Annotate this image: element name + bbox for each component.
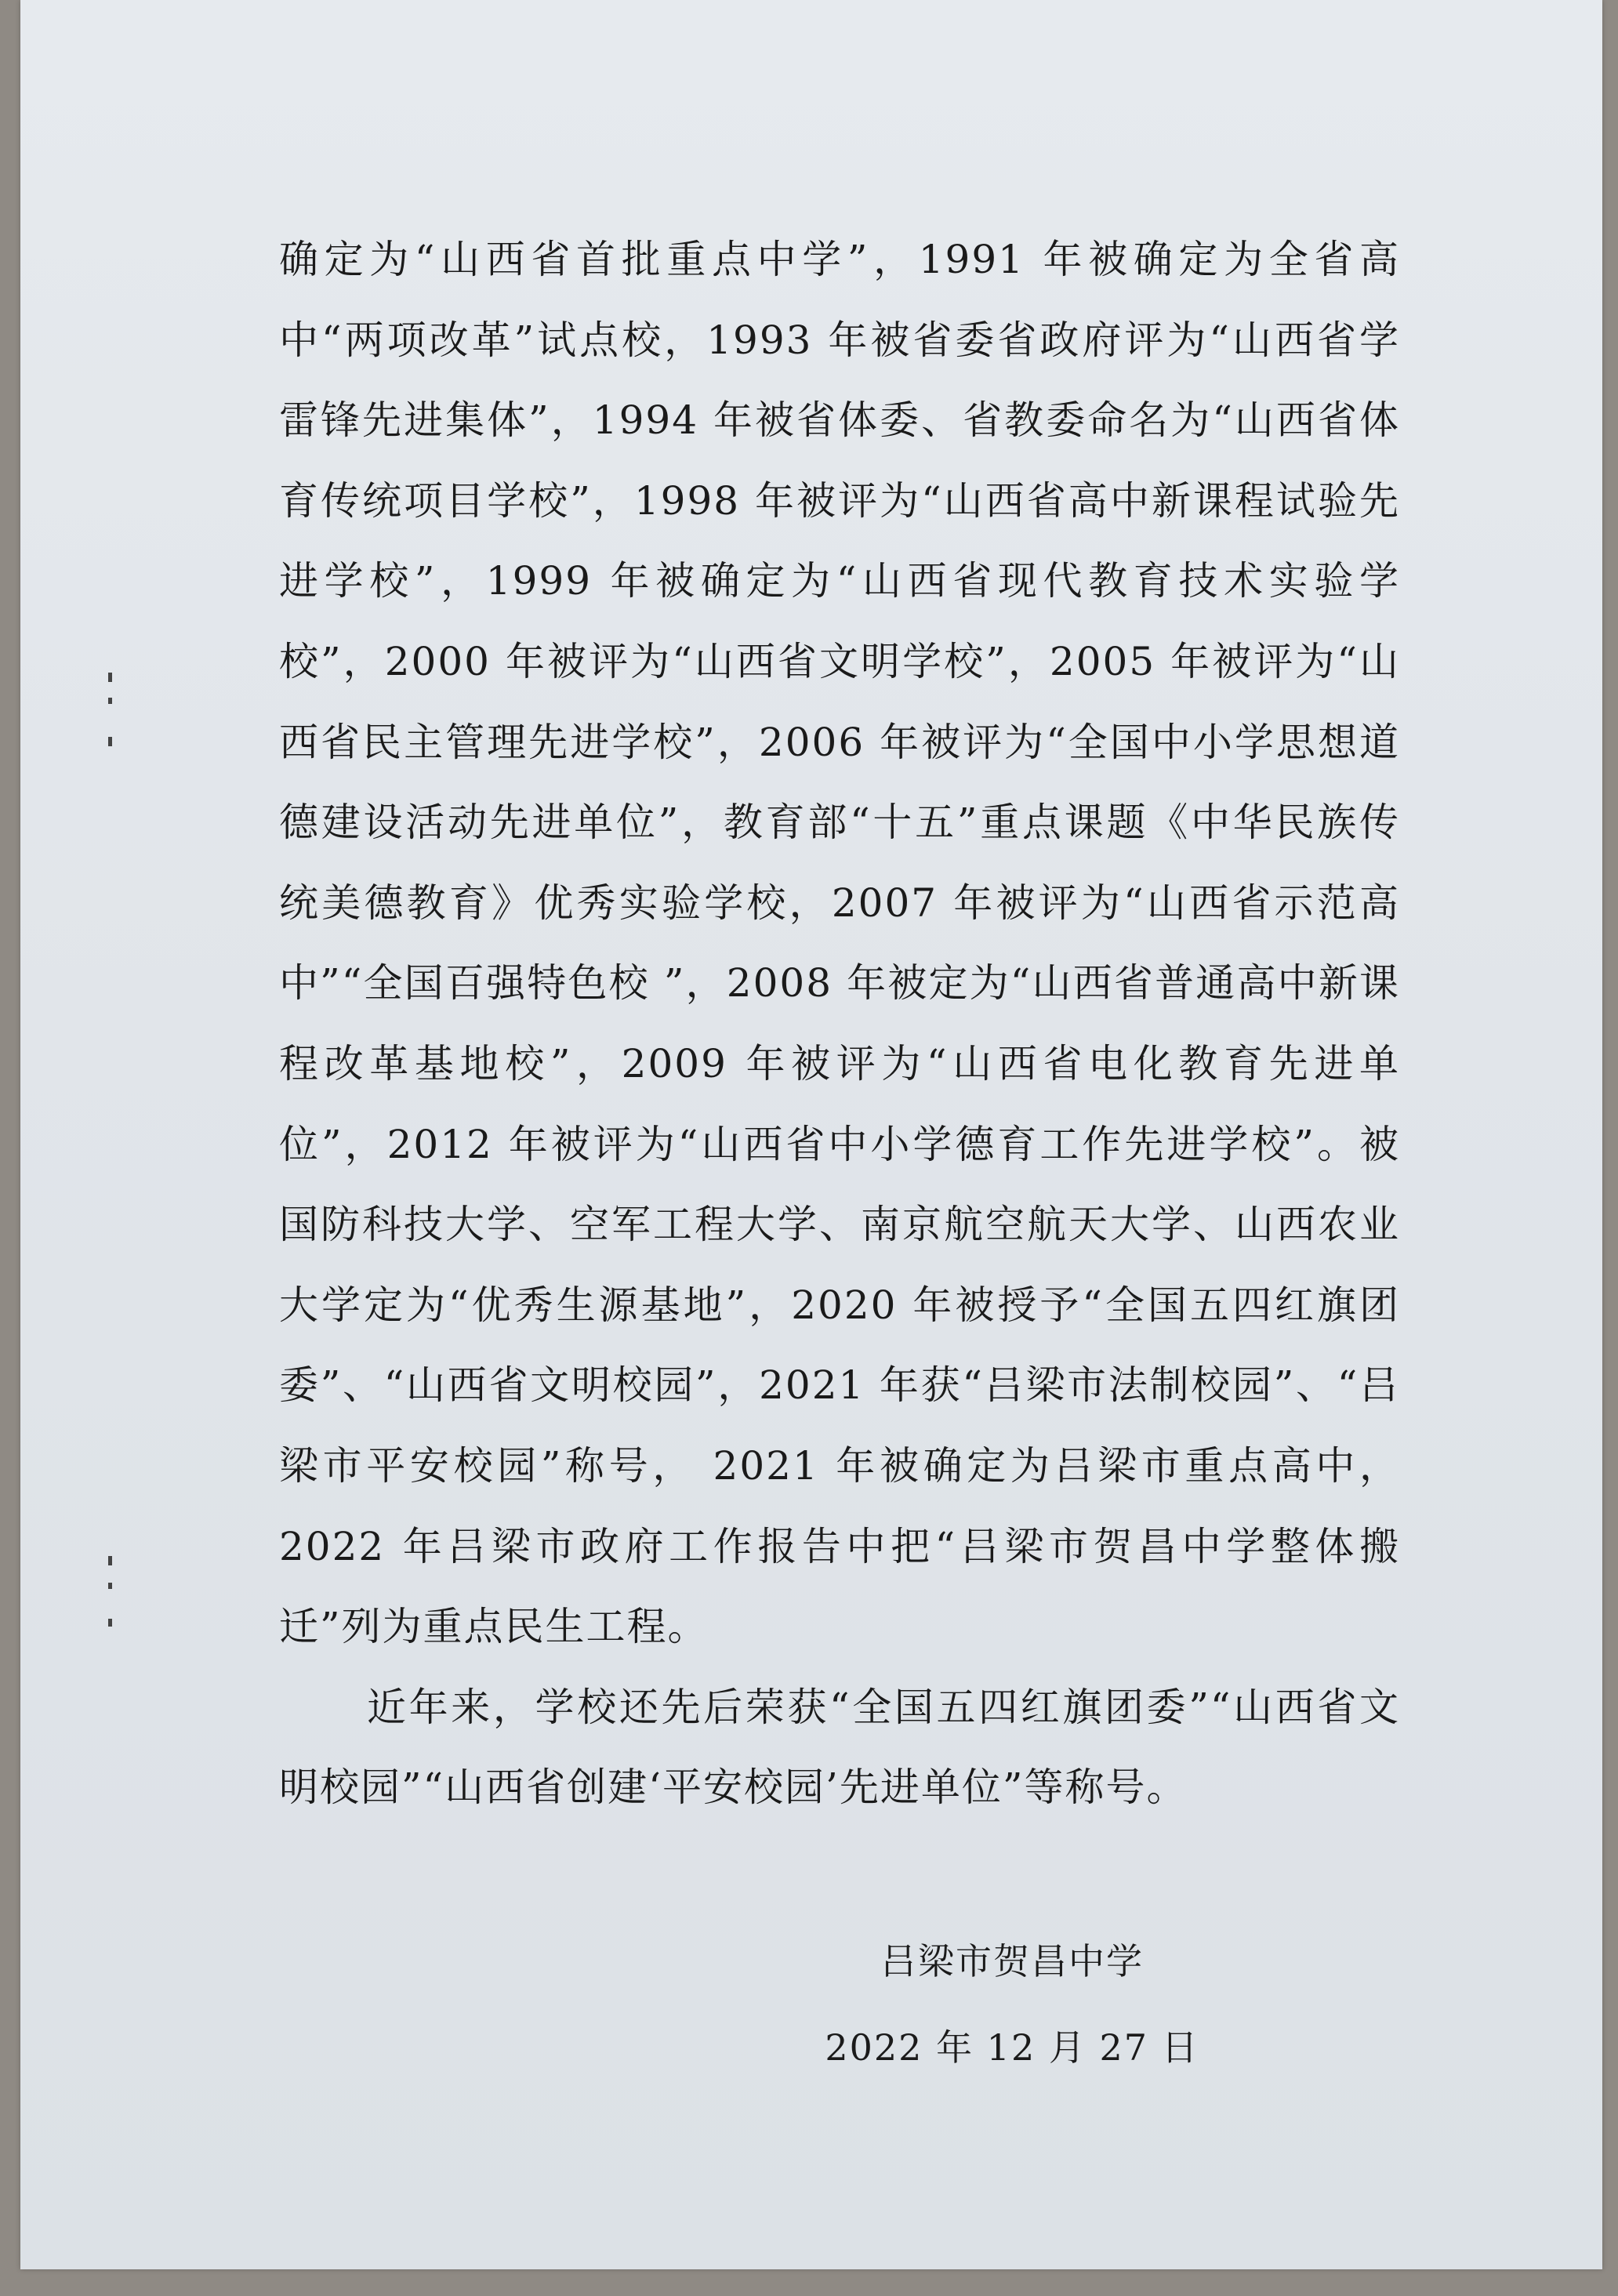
document-body: [279, 219, 1400, 1828]
signature-organization: 吕梁市贺昌中学: [880, 1940, 1144, 1982]
binding-mark: [108, 1556, 112, 1565]
binding-mark: [108, 737, 112, 746]
signature-block: [804, 1918, 1220, 2091]
body-paragraph: 近年来，学校还先后荣获“全国五四红旗团委”“山西省文明校园”“山西省创建‘平安校园’先进单位”等称号。: [279, 1684, 1400, 1811]
binding-mark: [108, 1583, 112, 1589]
binding-mark: [108, 698, 112, 704]
binding-mark: [108, 673, 112, 682]
document-page: [20, 0, 1602, 2269]
signature-date: 2022 年 12 月 27 日: [825, 2026, 1199, 2069]
binding-mark: [108, 1619, 112, 1627]
body-paragraph: 确定为“山西省首批重点中学”，1991 年被确定为全省高中“两项改革”试点校，1993 年被省委省政府评为“山西省学雷锋先进集体”，1994 年被省体委、省教委命名为“山西省体育传统项目学校”，1998 年被评为“山西省高中新课程试验先进学校”，1999 年被确定为“山西省现代教育技术实验学校”，2000 年被评为“山西省文明学校”，2005 年被评为“山西省民主管理先进学校”，2006 年被评为“全国中小学思想道德建设活动先进单位”，教育部“十五”重点课题《中华民族传统美德教育》优秀实验学校，2007 年被评为“山西省示范高中”“全国百强特色校 ”，2008 年被定为“山西省普通高中新课程改革基地校”，2009 年被评为“山西省电化教育先进单位”，2012 年被评为“山西省中小学德育工作先进学校”。被国防科技大学、空军工程大学、南京航空航天大学、山西农业大学定为“优秀生源基地”，2020 年被授予“全国五四红旗团委”、“山西省文明校园”，2021 年获“吕梁市法制校园”、“吕梁市平安校园”称号， 2021 年被确定为吕梁市重点高中，2022 年吕梁市政府工作报告中把“吕梁市贺昌中学整体搬迁”列为重点民生工程。: [279, 237, 1400, 1650]
